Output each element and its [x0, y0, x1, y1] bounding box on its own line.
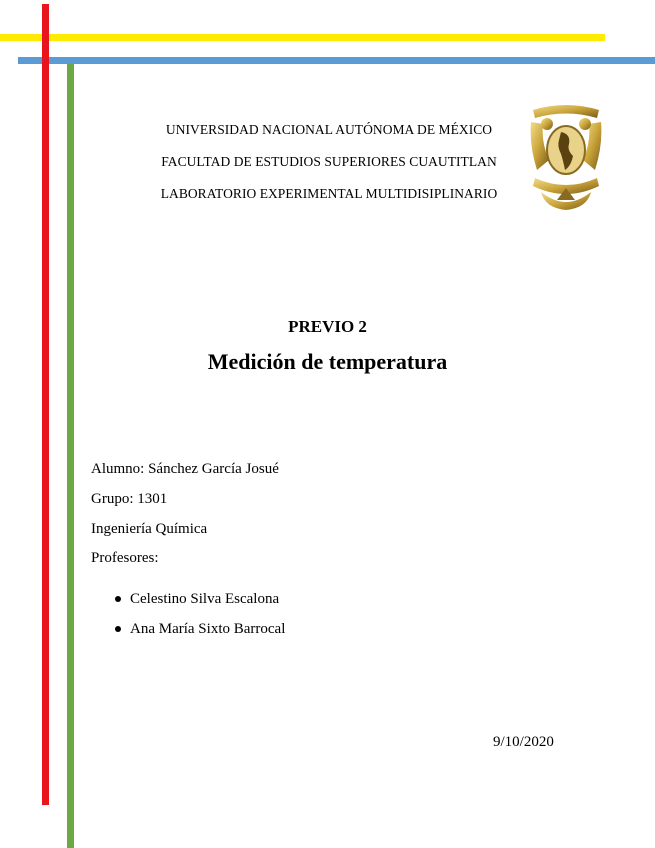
yellow-stripe: [0, 34, 605, 41]
red-stripe: [42, 4, 49, 805]
list-item: Ana María Sixto Barrocal: [112, 620, 285, 650]
document-title: Medición de temperatura: [207, 349, 448, 374]
list-item: Celestino Silva Escalona: [112, 590, 285, 620]
unam-seal-icon: [527, 100, 605, 216]
laboratory-name: LABORATORIO EXPERIMENTAL MULTIDISIPLINARIO: [160, 186, 498, 201]
professors-list: [112, 590, 285, 650]
document-label: PREVIO 2: [288, 317, 367, 336]
document-date: 9/10/2020: [493, 734, 554, 750]
career: Ingeniería Química: [91, 521, 208, 537]
institution-name: UNIVERSIDAD NACIONAL AUTÓNOMA DE MÉXICO: [165, 122, 493, 137]
green-stripe: [67, 64, 74, 848]
student-name: Alumno: Sánchez García Josué: [91, 461, 279, 477]
professors-label: Profesores:: [91, 550, 159, 566]
blue-stripe: [18, 57, 655, 64]
group: Grupo: 1301: [91, 491, 168, 507]
faculty-name: FACULTAD DE ESTUDIOS SUPERIORES CUAUTITLAN: [161, 154, 497, 169]
